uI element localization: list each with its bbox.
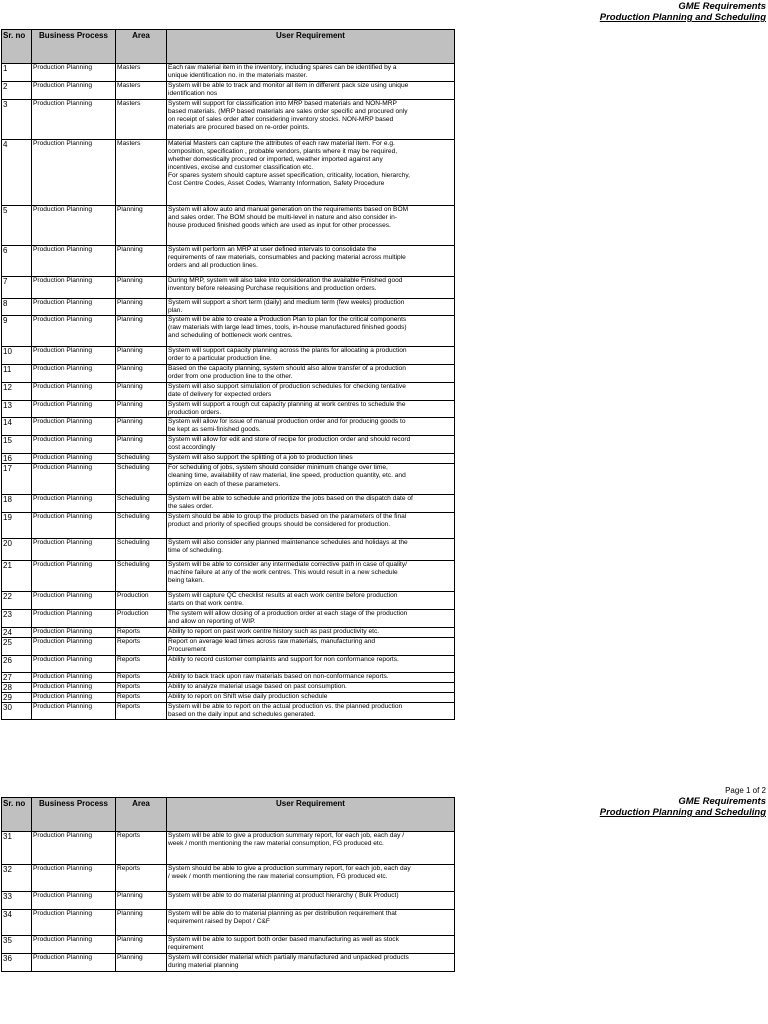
area-cell: Reports: [116, 637, 167, 655]
business-process-cell: Production Planning: [32, 702, 116, 719]
requirement-line: System will allow auto and manual generation on the requirements based on BOM: [168, 206, 409, 213]
user-requirement-cell: [167, 692, 455, 702]
sr-no-cell: 30: [2, 702, 32, 719]
user-requirement-cell: [167, 892, 455, 910]
user-requirement-cell: [167, 495, 455, 512]
sr-no-cell: 32: [2, 865, 32, 892]
table-body-2: [2, 832, 455, 972]
area-cell: Reports: [116, 832, 167, 865]
sr-no-cell: 25: [2, 637, 32, 655]
requirement-line: System will be able to do material planning at product hierarchy ( Bulk Product): [168, 892, 399, 899]
table-row: [2, 591, 455, 609]
business-process-cell: Production Planning: [32, 64, 116, 82]
user-requirement-cell: [167, 454, 455, 464]
user-requirement-cell: [167, 464, 455, 495]
requirements-table: [1, 29, 455, 720]
table-row: [2, 464, 455, 495]
requirement-line: (raw materials with large lead times, tools, in-house manufactured finished goods): [168, 324, 407, 332]
requirement-line: System will support for classification into MRP based materials and NON-MRP: [168, 100, 397, 107]
header-area: Area: [116, 798, 167, 832]
area-cell: Production: [116, 609, 167, 627]
page-header: [600, 1, 766, 23]
sr-no-cell: 22: [2, 591, 32, 609]
requirement-line: incentives, excise and customer classification etc.: [168, 164, 314, 172]
sr-no-cell: 34: [2, 910, 32, 936]
area-cell: Planning: [116, 299, 167, 316]
business-process-cell: Production Planning: [32, 936, 116, 954]
requirement-line: and scheduling of bottleneck work centres.: [168, 332, 293, 340]
sr-no-cell: 1: [2, 64, 32, 82]
sr-no-cell: 8: [2, 299, 32, 316]
table-row: [2, 672, 455, 682]
table-row: [2, 365, 455, 383]
user-requirement-cell: [167, 140, 455, 206]
requirement-line: System will also support the splitting of a job to production lines: [168, 454, 353, 462]
header-business-process: Business Process: [32, 798, 116, 832]
page-header-2: [600, 796, 766, 818]
table-row: [2, 512, 455, 538]
requirement-line: System will allow for issue of manual production order and for producing goods to: [168, 418, 406, 426]
table-row: [2, 299, 455, 316]
table-row: [2, 64, 455, 82]
user-requirement-cell: [167, 277, 455, 299]
business-process-cell: Production Planning: [32, 512, 116, 538]
requirement-line: cost accordingly: [168, 444, 216, 452]
sr-no-cell: 29: [2, 692, 32, 702]
area-cell: Planning: [116, 246, 167, 277]
table-row: [2, 206, 455, 246]
table-row: [2, 560, 455, 591]
requirement-line: Ability to report on Shift wise daily production schedule: [168, 692, 328, 700]
area-cell: Planning: [116, 401, 167, 418]
requirement-line: System will capture QC checklist results at each work centre before production: [168, 591, 398, 599]
table-row: [2, 682, 455, 692]
requirement-line: System will also support simulation of production schedules for checking tentative: [168, 383, 406, 391]
user-requirement-cell: [167, 383, 455, 401]
area-cell: Planning: [116, 418, 167, 436]
sr-no-cell: 4: [2, 140, 32, 206]
sr-no-cell: 5: [2, 206, 32, 246]
requirement-line: and allow on reporting of WIP.: [168, 617, 256, 625]
area-cell: Reports: [116, 655, 167, 672]
business-process-cell: Production Planning: [32, 100, 116, 140]
area-cell: Reports: [116, 682, 167, 692]
table-row: [2, 246, 455, 277]
header-sr-no: Sr. no: [2, 30, 32, 64]
user-requirement-cell: [167, 64, 455, 82]
business-process-cell: Production Planning: [32, 316, 116, 347]
business-process-cell: Production Planning: [32, 692, 116, 702]
area-cell: Masters: [116, 64, 167, 82]
header-area: Area: [116, 30, 167, 64]
header-user-requirement: User Requirement: [167, 798, 455, 832]
business-process-cell: Production Planning: [32, 655, 116, 672]
sr-no-cell: 21: [2, 560, 32, 591]
table-row: [2, 347, 455, 365]
sr-no-cell: 12: [2, 383, 32, 401]
sr-no-cell: 11: [2, 365, 32, 383]
area-cell: Planning: [116, 277, 167, 299]
requirement-line: / week / month mentioning the raw material consumption, FG produced etc.: [168, 873, 388, 881]
requirement-line: Each raw material item in the inventory, including spares can be identified by a: [168, 64, 397, 71]
table-row: [2, 692, 455, 702]
requirement-line: Report on average lead times across raw materials, manufacturing and: [168, 637, 376, 645]
user-requirement-cell: [167, 682, 455, 692]
requirement-line: Ability to report on past work centre history such as past productivity etc.: [168, 627, 380, 635]
area-cell: Masters: [116, 140, 167, 206]
requirement-line: requirement: [168, 944, 204, 952]
user-requirement-cell: [167, 832, 455, 865]
sr-no-cell: 10: [2, 347, 32, 365]
requirement-line: order to a particular production line.: [168, 355, 272, 363]
requirement-line: System will be able to consider any intermediate corrective path in case of quality/: [168, 560, 407, 568]
business-process-cell: Production Planning: [32, 682, 116, 692]
business-process-cell: Production Planning: [32, 538, 116, 560]
user-requirement-cell: [167, 560, 455, 591]
area-cell: Masters: [116, 100, 167, 140]
area-cell: Masters: [116, 82, 167, 100]
table-row: [2, 655, 455, 672]
user-requirement-cell: [167, 637, 455, 655]
requirement-line: System will be able to track and monitor all item in different pack size using unique: [168, 82, 409, 89]
business-process-cell: Production Planning: [32, 383, 116, 401]
requirement-line: Cost Centre Codes, Asset Codes, Warranty Information, Safety Procedure: [168, 180, 385, 188]
sr-no-cell: 9: [2, 316, 32, 347]
requirement-line: plan.: [168, 307, 183, 315]
requirement-line: materials are procured based on re-order points.: [168, 124, 310, 132]
sr-no-cell: 27: [2, 672, 32, 682]
business-process-cell: Production Planning: [32, 246, 116, 277]
area-cell: Planning: [116, 316, 167, 347]
requirement-line: order from one production line to the other.: [168, 373, 293, 381]
requirement-line: requirements of raw materials, consumables and packing material across multiple: [168, 254, 406, 262]
table-row: [2, 954, 455, 972]
sr-no-cell: 28: [2, 682, 32, 692]
area-cell: Planning: [116, 347, 167, 365]
requirement-line: System will be able to support both order based manufacturing as well as stock: [168, 936, 399, 943]
table-row: [2, 100, 455, 140]
requirement-line: being taken.: [168, 576, 204, 584]
requirement-line: System will be able to report on the actual production vs. the planned production: [168, 702, 403, 710]
table-row: [2, 865, 455, 892]
area-cell: Scheduling: [116, 464, 167, 495]
user-requirement-cell: [167, 910, 455, 936]
requirement-line: cleaning time, availability of raw material, line speed, production quantity, etc. and: [168, 472, 406, 480]
requirement-line: on receipt of sales order after considering inventory stocks. NON-MRP based: [168, 116, 394, 124]
requirement-line: System will be able to schedule and prioritize the jobs based on the dispatch date of: [168, 495, 413, 503]
business-process-cell: Production Planning: [32, 910, 116, 936]
requirement-line: System will also consider any planned maintenance schedules and holidays at the: [168, 538, 408, 546]
sr-no-cell: 33: [2, 892, 32, 910]
user-requirement-cell: [167, 865, 455, 892]
sr-no-cell: 20: [2, 538, 32, 560]
table-row: [2, 140, 455, 206]
user-requirement-cell: [167, 954, 455, 972]
business-process-cell: Production Planning: [32, 609, 116, 627]
user-requirement-cell: [167, 316, 455, 347]
table-row: [2, 383, 455, 401]
requirement-line: production orders.: [168, 409, 222, 417]
sr-no-cell: 18: [2, 495, 32, 512]
business-process-cell: Production Planning: [32, 627, 116, 637]
requirement-line: optimize on each of these parameters.: [168, 480, 281, 488]
user-requirement-cell: [167, 672, 455, 682]
table-row: [2, 436, 455, 454]
requirement-line: System should be able to group the products based on the parameters of the final: [168, 512, 407, 520]
table-row: [2, 401, 455, 418]
table-row: [2, 538, 455, 560]
business-process-cell: Production Planning: [32, 832, 116, 865]
header-business-process: Business Process: [32, 30, 116, 64]
user-requirement-cell: [167, 609, 455, 627]
user-requirement-cell: [167, 206, 455, 246]
business-process-cell: Production Planning: [32, 206, 116, 246]
user-requirement-cell: [167, 655, 455, 672]
user-requirement-cell: [167, 512, 455, 538]
requirement-line: unique identification no. in the materials master.: [168, 72, 308, 80]
business-process-cell: Production Planning: [32, 954, 116, 972]
business-process-cell: Production Planning: [32, 892, 116, 910]
area-cell: Scheduling: [116, 454, 167, 464]
page-number: Page 1 of 2: [725, 786, 766, 795]
table-row: [2, 454, 455, 464]
business-process-cell: Production Planning: [32, 591, 116, 609]
requirement-line: inventory before releasing Purchase requisitions and production orders.: [168, 285, 377, 293]
sr-no-cell: 24: [2, 627, 32, 637]
requirement-line: product and priority of specified groups should be considered for production.: [168, 520, 391, 528]
header-subtitle-2: Production Planning and Scheduling: [599, 807, 766, 818]
table-row: [2, 627, 455, 637]
requirement-line: composition, specification , probable vendors, plants where it may be required,: [168, 148, 398, 156]
requirement-line: System will be able to create a Production Plan to plan for the critical components: [168, 316, 407, 324]
area-cell: Reports: [116, 672, 167, 682]
area-cell: Production: [116, 591, 167, 609]
requirement-line: During MRP, system will also take into consideration the available Finished good: [168, 277, 403, 284]
header-subtitle: Production Planning and Scheduling: [599, 12, 766, 23]
user-requirement-cell: [167, 627, 455, 637]
area-cell: Planning: [116, 436, 167, 454]
user-requirement-cell: [167, 347, 455, 365]
area-cell: Scheduling: [116, 512, 167, 538]
requirement-line: orders and all production lines.: [168, 262, 258, 270]
requirement-line: System will allow for edit and store of recipe for production order and should record: [168, 436, 411, 444]
business-process-cell: Production Planning: [32, 418, 116, 436]
requirement-line: Ability to back track upon raw materials based on non-conformance reports.: [168, 672, 389, 680]
user-requirement-cell: [167, 82, 455, 100]
area-cell: Scheduling: [116, 538, 167, 560]
area-cell: Planning: [116, 910, 167, 936]
requirement-line: time of scheduling.: [168, 546, 223, 554]
requirement-line: based materials. (MRP based materials are sales order specific and procured only: [168, 108, 408, 116]
requirement-line: System will support capacity planning across the plants for allocating a production: [168, 347, 407, 355]
area-cell: Planning: [116, 936, 167, 954]
requirement-line: requirement raised by Depot / C&F: [168, 918, 270, 926]
area-cell: Reports: [116, 702, 167, 719]
header-title: GME Requirements: [678, 1, 766, 12]
sr-no-cell: 7: [2, 277, 32, 299]
sr-no-cell: 6: [2, 246, 32, 277]
area-cell: Planning: [116, 206, 167, 246]
business-process-cell: Production Planning: [32, 401, 116, 418]
table-row: [2, 637, 455, 655]
table-row: [2, 892, 455, 910]
requirement-line: System should be able to give a production summary report, for each job, each day: [168, 865, 411, 872]
sr-no-cell: 15: [2, 436, 32, 454]
requirement-line: System will support a rough cut capacity planning at work centres to schedule the: [168, 401, 406, 409]
sr-no-cell: 36: [2, 954, 32, 972]
requirements-table-2: [1, 797, 455, 972]
requirement-line: Ability to analyze material usage based on past consumption.: [168, 682, 347, 690]
business-process-cell: Production Planning: [32, 454, 116, 464]
requirement-line: Material Masters can capture the attributes of each raw material item. For e.g.: [168, 140, 395, 147]
requirement-line: week / month mentioning the raw material consumption, FG produced etc.: [168, 840, 384, 848]
requirement-line: Ability to record customer complaints and support for non conformance reports.: [168, 655, 399, 663]
requirement-line: Procurement: [168, 645, 206, 653]
requirement-line: date of delivery for expected orders: [168, 391, 272, 399]
requirement-line: The system will allow closing of a production order at each stage of the production: [168, 609, 408, 617]
business-process-cell: Production Planning: [32, 495, 116, 512]
requirement-line: based on the daily input and schedules generated.: [168, 710, 316, 718]
area-cell: Scheduling: [116, 495, 167, 512]
table-row: [2, 82, 455, 100]
user-requirement-cell: [167, 702, 455, 719]
header-title-2: GME Requirements: [678, 796, 766, 807]
area-cell: Reports: [116, 865, 167, 892]
requirement-line: For scheduling of jobs, system should consider minimum change over time,: [168, 464, 388, 472]
requirement-line: machine failure at any of the work centres. This would result in a new schedule: [168, 568, 398, 576]
business-process-cell: Production Planning: [32, 277, 116, 299]
requirement-line: For spares system should capture asset specification, criticality, location, hierarchy,: [168, 172, 410, 180]
sr-no-cell: 14: [2, 418, 32, 436]
user-requirement-cell: [167, 591, 455, 609]
sr-no-cell: 17: [2, 464, 32, 495]
table-row: [2, 418, 455, 436]
requirement-line: be kept as semi-finished goods.: [168, 426, 261, 434]
sr-no-cell: 3: [2, 100, 32, 140]
user-requirement-cell: [167, 365, 455, 383]
business-process-cell: Production Planning: [32, 464, 116, 495]
sr-no-cell: 13: [2, 401, 32, 418]
business-process-cell: Production Planning: [32, 82, 116, 100]
business-process-cell: Production Planning: [32, 436, 116, 454]
table-row: [2, 495, 455, 512]
area-cell: Scheduling: [116, 560, 167, 591]
sr-no-cell: 26: [2, 655, 32, 672]
business-process-cell: Production Planning: [32, 347, 116, 365]
requirement-line: and sales order. The BOM should be multi-level in nature and also consider in-: [168, 214, 397, 222]
sr-no-cell: 35: [2, 936, 32, 954]
requirement-line: System will perform an MRP at user defined intervals to consolidate the: [168, 246, 377, 253]
table-row: [2, 609, 455, 627]
area-cell: Reports: [116, 692, 167, 702]
area-cell: Reports: [116, 627, 167, 637]
sr-no-cell: 31: [2, 832, 32, 865]
table-row: [2, 316, 455, 347]
table-row: [2, 277, 455, 299]
user-requirement-cell: [167, 436, 455, 454]
requirement-line: System will be able to give a production summary report, for each job, each day /: [168, 832, 405, 839]
business-process-cell: Production Planning: [32, 637, 116, 655]
table-row: [2, 832, 455, 865]
table-row: [2, 702, 455, 719]
business-process-cell: Production Planning: [32, 140, 116, 206]
requirement-line: System will be able do to material planning as per distribution requirement that: [168, 910, 397, 917]
user-requirement-cell: [167, 299, 455, 316]
sr-no-cell: 23: [2, 609, 32, 627]
requirement-line: house produced finished goods which are used as input for other processes.: [168, 222, 391, 230]
business-process-cell: Production Planning: [32, 672, 116, 682]
requirement-line: starts on that work centre.: [168, 599, 244, 607]
user-requirement-cell: [167, 100, 455, 140]
user-requirement-cell: [167, 418, 455, 436]
business-process-cell: Production Planning: [32, 299, 116, 316]
user-requirement-cell: [167, 246, 455, 277]
header-sr-no: Sr. no: [2, 798, 32, 832]
requirement-line: System will support a short term (daily) and medium term (few weeks) production: [168, 299, 405, 306]
business-process-cell: Production Planning: [32, 865, 116, 892]
requirement-line: System will consider material which partially manufactured and unpacked products: [168, 954, 409, 961]
area-cell: Planning: [116, 365, 167, 383]
table-row: [2, 936, 455, 954]
area-cell: Planning: [116, 383, 167, 401]
sr-no-cell: 19: [2, 512, 32, 538]
requirement-line: Based on the capacity planning, system should also allow transfer of a production: [168, 365, 406, 373]
header-user-requirement: User Requirement: [167, 30, 455, 64]
area-cell: Planning: [116, 892, 167, 910]
sr-no-cell: 2: [2, 82, 32, 100]
business-process-cell: Production Planning: [32, 365, 116, 383]
user-requirement-cell: [167, 538, 455, 560]
business-process-cell: Production Planning: [32, 560, 116, 591]
requirement-line: identification nos: [168, 90, 218, 98]
table-row: [2, 910, 455, 936]
user-requirement-cell: [167, 936, 455, 954]
user-requirement-cell: [167, 401, 455, 418]
sr-no-cell: 16: [2, 454, 32, 464]
requirement-line: the sales order.: [168, 503, 214, 511]
area-cell: Planning: [116, 954, 167, 972]
table-body: [2, 64, 455, 720]
requirement-line: whether domestically procured or imported, weather imported against any: [168, 156, 383, 164]
requirement-line: during material planning: [168, 962, 239, 970]
